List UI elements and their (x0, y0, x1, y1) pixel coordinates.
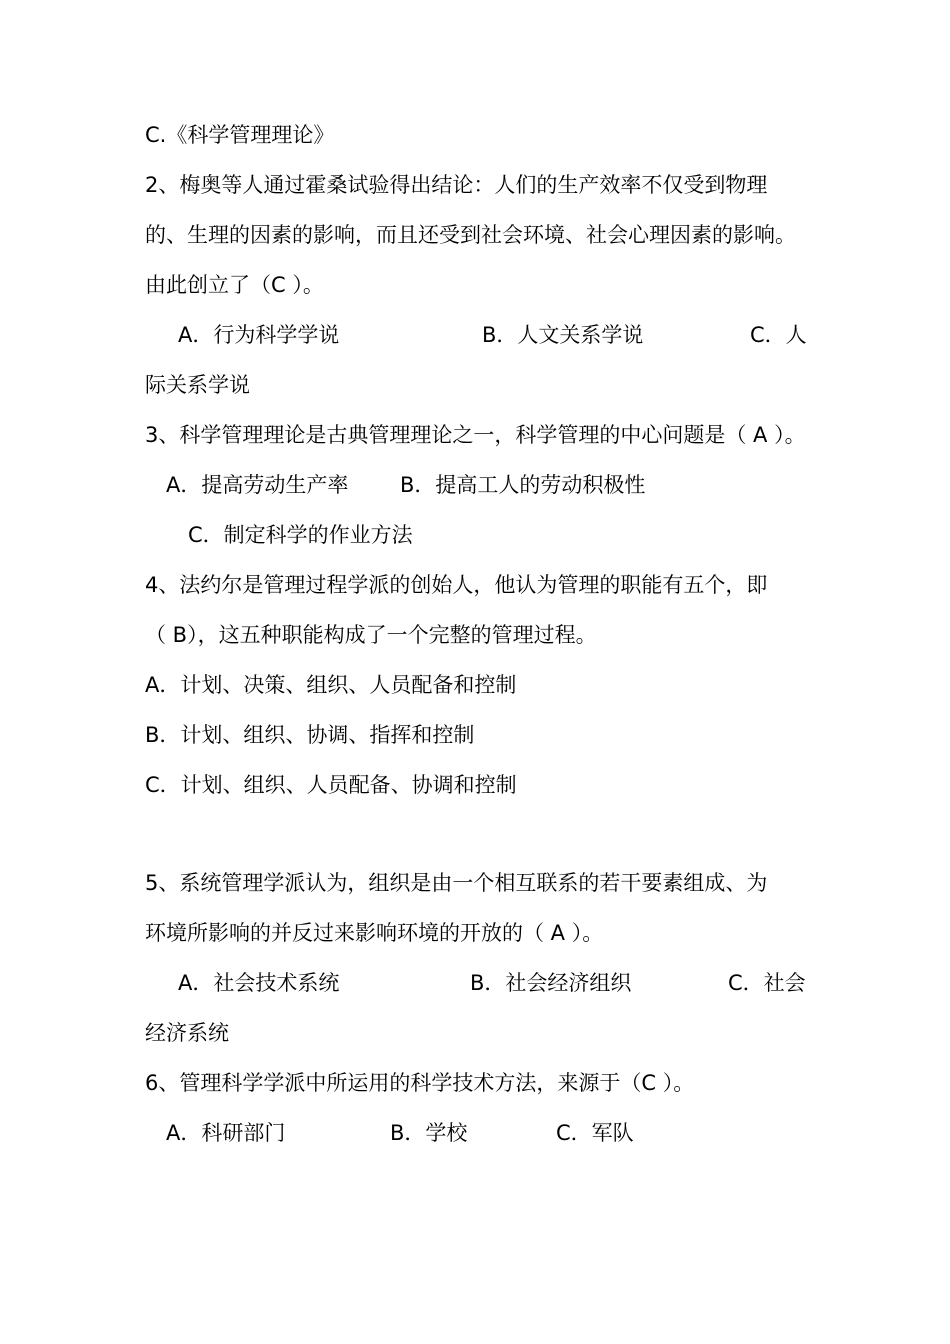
q5-stem-line1: 5、系统管理学派认为，组织是由一个相互联系的若干要素组成、为 (145, 871, 768, 895)
q4-option-b: B．计划、组织、协调、指挥和控制 (145, 723, 475, 747)
q4-option-a: A．计划、决策、组织、人员配备和控制 (145, 673, 517, 697)
q3-option-b: B．提高工人的劳动积极性 (400, 473, 646, 497)
q4-stem-line2: （ B），这五种职能构成了一个完整的管理过程。 (145, 623, 597, 647)
q2-option-a: A．行为科学学说 (178, 323, 340, 347)
q6-stem: 6、管理科学学派中所运用的科学技术方法，来源于（C ）。 (145, 1071, 695, 1095)
q5-option-c-continued: 经济系统 (145, 1021, 229, 1045)
q5-stem-line2: 环境所影响的并反过来影响环境的开放的（ A ）。 (145, 921, 604, 945)
q4-option-c: C．计划、组织、人员配备、协调和控制 (145, 773, 517, 797)
q2-option-c-continued: 际关系学说 (145, 373, 250, 397)
q2-stem-line3: 由此创立了（C ）。 (145, 273, 324, 297)
q2-option-b: B．人文关系学说 (482, 323, 644, 347)
q5-option-a: A．社会技术系统 (178, 971, 340, 995)
q3-stem: 3、科学管理理论是古典管理理论之一，科学管理的中心问题是（ A ）。 (145, 423, 806, 447)
q6-option-c: C．军队 (556, 1121, 634, 1145)
q2-option-c: C．人 (750, 323, 807, 347)
q3-option-a: A．提高劳动生产率 (166, 473, 349, 497)
q5-option-c: C．社会 (728, 971, 806, 995)
q2-stem-line1: 2、梅奥等人通过霍桑试验得出结论：人们的生产效率不仅受到物理 (145, 173, 768, 197)
q2-stem-line2: 的、生理的因素的影响，而且还受到社会环境、社会心理因素的影响。 (145, 223, 796, 247)
q6-option-b: B．学校 (390, 1121, 468, 1145)
q1-option-c: C.《科学管理理论》 (145, 123, 335, 147)
q5-option-b: B．社会经济组织 (470, 971, 632, 995)
q6-option-a: A．科研部门 (166, 1121, 286, 1145)
q4-stem-line1: 4、法约尔是管理过程学派的创始人，他认为管理的职能有五个，即 (145, 573, 768, 597)
q3-option-c: C．制定科学的作业方法 (188, 523, 413, 547)
